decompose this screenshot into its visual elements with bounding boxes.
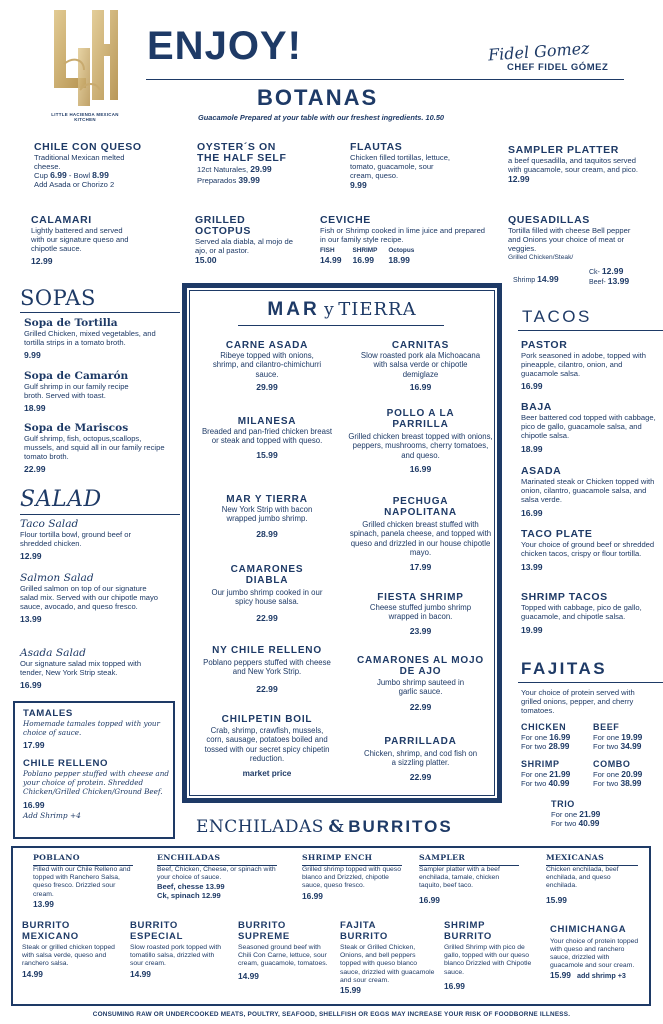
title-enchiladas: ENCHILADAS (196, 817, 324, 837)
mar-tierra-rule (238, 325, 444, 326)
sampler-rule (419, 865, 519, 866)
item-title: ASADA (521, 465, 562, 477)
botana-oysters (197, 142, 307, 185)
beef-price: 13.99 (607, 276, 630, 286)
item-desc: Chicken filled tortillas, lettuce, tomato, guacamole, sour cream, queso. (350, 153, 451, 180)
logo-lettering: LITTLE HACIENDA MEXICAN KITCHEN (51, 112, 119, 122)
item-title: BURRITO (130, 920, 179, 931)
ench-poblano (33, 853, 143, 909)
item-price: 12.99 (508, 174, 530, 184)
mt-pollo-parrilla (348, 408, 493, 475)
sopas-rule (20, 312, 180, 313)
mt-pechuga-napolitana (348, 496, 493, 573)
item-desc: Poblano peppers stuffed with cheese and New York Strip. (203, 658, 331, 677)
for-one-label: For one (593, 770, 620, 779)
option-price: 14.99 (320, 255, 342, 265)
item-desc: Grilled Chicken, mixed vegetables, and tortilla strips in a tomato broth. (24, 329, 156, 347)
burrito-supreme (238, 921, 338, 981)
item-title: GRILLED (195, 214, 246, 226)
item-price: 15.00 (195, 255, 217, 265)
item-title: Taco Salad (20, 518, 79, 530)
item-desc: Your choice of protein topped with queso and ranchero sauce, drizzled with guacamole and sour cream. (550, 937, 639, 970)
taco-pastor (521, 340, 656, 392)
item-price: 16.99 (409, 382, 432, 393)
fajita-shrimp (521, 759, 591, 788)
for-two-price: 38.99 (620, 778, 642, 788)
item-title: ENCHILADAS (157, 853, 221, 862)
beef-label: Beef- (589, 279, 606, 286)
item-price: market price (242, 768, 292, 778)
item-title-2: BURRITO (444, 930, 493, 942)
for-one-price: 19.99 (621, 732, 643, 742)
ench-mexicanas (546, 853, 646, 905)
taco-shrimp (521, 592, 656, 636)
item-price: 16.99 (23, 800, 45, 810)
item-title: CHILPETIN BOIL (221, 714, 313, 725)
item-desc: Filled with our Chile Relleno and topped with Ranchero Salsa, queso fresco. Drizzled sour cream. (33, 866, 131, 898)
taco-plate (521, 529, 656, 573)
cup-label: Cup (34, 171, 48, 180)
botanas-subtitle-price: 10.50 (425, 113, 445, 122)
item-desc: Chicken enchilada, beef enchilada, and queso enchilada. (546, 866, 619, 890)
item-desc-2: Grilled Chicken/Steak/ (508, 254, 574, 261)
item-title: BURRITO (238, 920, 287, 931)
for-two-price: 34.99 (620, 741, 642, 751)
item-price-line-2 (197, 176, 307, 185)
item-price: 22.99 (256, 683, 278, 694)
logo (44, 8, 124, 130)
title-amp: & (328, 817, 344, 837)
item-price: 22.99 (24, 464, 46, 474)
item-desc: Grilled shrimp topped with queso blanco and Drizzled, chipotle sauce, queso fresco. (302, 866, 401, 890)
item-title: TAMALES (23, 708, 73, 719)
item-desc: Beef, Chicken, Cheese, or spinach with your choice of sauce. (157, 866, 276, 882)
for-two-label: For two (521, 742, 547, 751)
item-desc: Tortilla filled with cheese Bell pepper and Onions your choice of meat or veggies. (508, 226, 631, 253)
item-title: OYSTER´S ON (197, 141, 276, 153)
fajita-chicken (521, 722, 591, 751)
item-title: QUESADILLAS (508, 214, 590, 226)
item-title: NY CHILE RELLENO (212, 645, 322, 656)
shrimp-label: Shrimp (513, 277, 536, 284)
ceviche-options (320, 247, 490, 266)
ck-spinach-price: Ck, spinach 12.99 (157, 891, 221, 901)
botanas-subtitle-text: Guacamole Prepared at your table with our freshest ingredients. (198, 113, 424, 122)
item-title: BAJA (521, 401, 552, 413)
tamales-item (23, 708, 173, 751)
title-burritos: BURRITOS (348, 817, 453, 836)
item-price: 16.99 (521, 381, 543, 391)
tacos-title: TACOS (522, 307, 592, 326)
item-price: 14.99 (238, 970, 259, 981)
quesadilla-beef (589, 276, 629, 288)
ceviche-fish (320, 247, 342, 266)
salad-title: SALAD (20, 487, 102, 512)
item-desc: Topped with cabbage, pico de gallo, guacamole, and chipotle salsa. (521, 603, 642, 621)
item-desc: Ribeye topped with onions, shrimp, and cilantro-chimichurri sauce. (212, 351, 322, 379)
item-title: SHRIMP (521, 759, 560, 769)
item-title: COMBO (593, 759, 631, 769)
fajita-beef (593, 722, 663, 751)
item-price: 22.99 (409, 701, 432, 712)
chile-relleno-item (23, 758, 173, 821)
item-title: PASTOR (521, 339, 568, 351)
mexicanas-rule (546, 865, 638, 866)
item-title-2: SUPREME (238, 930, 290, 942)
item-title-2: BURRITO (340, 930, 389, 942)
title-y: y (324, 300, 334, 320)
item-title: POBLANO (33, 853, 80, 862)
item-title-2: THE HALF SELF (197, 152, 287, 164)
item-desc: Marinated steak or Chicken topped with onion, cilantro, guacamole salsa, and salsa verde. (521, 477, 655, 504)
botana-quesadillas (508, 215, 648, 262)
item-title: CAMARONES AL MOJO DE AJO (357, 655, 484, 677)
item-title: SHRIMP TACOS (521, 591, 608, 603)
item-price: 16.99 (302, 890, 323, 901)
item-title-2: OCTOPUS (195, 225, 251, 237)
for-two-price: 28.99 (548, 741, 570, 751)
item-price-line (34, 171, 174, 180)
foodborne-disclaimer: CONSUMING RAW OR UNDERCOOKED MEATS, POULTRY, SEAFOOD, SHELLFISH OR EGGS MAY INCREASE YOUR RISK OF FOODBORNE ILLNESS. (92, 1011, 571, 1018)
item-price: 18.99 (521, 444, 543, 454)
header-rule (146, 79, 624, 80)
item-title: FLAUTAS (350, 141, 403, 153)
item-desc: Our signature salad mix topped with tender, New York Strip steak. (20, 659, 142, 677)
item-desc: Seasoned ground beef with Chili Con Carne, lettuce, sour cream, guacamole, tomatoes. (238, 944, 328, 968)
item-desc: Steak or Grilled Chicken, Onions, and bell peppers topped with queso blanco sauce, drizzled with guacamole and sour cream. (340, 944, 435, 984)
for-one-price: 20.99 (621, 769, 643, 779)
poblano-rule (33, 865, 133, 866)
mt-mar-y-tierra (197, 494, 337, 540)
for-two-label: For two (551, 819, 577, 828)
logo-mark-icon (44, 8, 124, 112)
item-title: CEVICHE (320, 214, 371, 226)
item-title: SHRIMP ENCH (302, 853, 373, 862)
enchiladas-rule (157, 865, 277, 866)
mt-camarones-mojo (348, 655, 493, 713)
item-price: 16.99 (409, 464, 432, 475)
item-price: 13.99 (20, 614, 42, 624)
mt-carne-asada (197, 340, 337, 393)
sopa-camaron (24, 370, 174, 414)
botana-chile-con-queso (34, 142, 174, 189)
burrito-especial (130, 921, 230, 979)
ench-enchiladas (157, 853, 282, 900)
quesadilla-shrimp (513, 274, 559, 286)
mar-tierra-title (182, 298, 502, 323)
ck-label: Ck- (589, 269, 600, 276)
item-price: 13.99 (33, 898, 54, 909)
ench-sampler (419, 853, 529, 905)
item-price: 9.99 (350, 180, 367, 190)
for-two-label: For two (593, 779, 619, 788)
item-title: MAR Y TIERRA (226, 494, 308, 505)
for-two (551, 819, 631, 828)
item-price: 19.99 (521, 625, 543, 635)
mt-parrillada (348, 736, 493, 783)
item-desc: Poblano pepper stuffed with cheese and your choice of protein. Shredded Chicken/Grilled Chicken/Ground Beef. (23, 769, 169, 796)
item-desc: Gulf shrimp, fish, octopus,scallops, mussels, and squid all in our family recipe tomato broth. (24, 434, 165, 461)
item-desc: Grilled chicken breast stuffed with spinach, panela cheese, and topped with queso and drizzled in our house chipotle mayo. (349, 520, 492, 558)
option-label: Octopus (388, 247, 415, 254)
item-price: 18.99 (24, 403, 46, 413)
preparados-label: Preparados (197, 176, 237, 185)
item-desc: New York Strip with bacon wrapped jumbo shrimp. (221, 505, 313, 524)
fajita-combo (593, 759, 663, 788)
enchiladas-burritos-title (196, 815, 453, 840)
item-price: 29.99 (256, 382, 278, 393)
preparados-price: 39.99 (238, 175, 260, 185)
item-title: Sopa de Mariscos (24, 422, 129, 434)
item-price: 12.99 (20, 551, 42, 561)
item-title: PECHUGA NAPOLITANA (384, 496, 457, 518)
fajitas-desc: Your choice of protein served with grilled onions, pepper, and cherry tomatoes. (521, 688, 635, 715)
item-desc: Beer battered cod topped with cabbage, pico de gallo, guacamole salsa, and chipotle salsa. (521, 413, 656, 440)
mt-chilpetin-boil (197, 714, 337, 780)
item-price: 22.99 (409, 771, 432, 782)
item-price: 14.99 (22, 968, 43, 979)
item-title: TRIO (551, 799, 575, 809)
mt-milanesa (197, 416, 337, 461)
taco-baja (521, 402, 656, 455)
item-price: 23.99 (409, 625, 432, 636)
sopa-tortilla (24, 317, 174, 361)
tacos-rule (518, 330, 663, 331)
for-two (593, 779, 663, 788)
item-desc: Pork seasoned in adobe, topped with pineapple, cilantro, onion, and guacamole salsa. (521, 351, 646, 378)
option-label: FISH (320, 247, 335, 254)
mt-ny-chile-relleno (197, 645, 337, 695)
salad-salmon (20, 572, 170, 625)
item-title: MEXICANAS (546, 853, 605, 862)
chimichanga (550, 925, 648, 980)
item-desc: Homemade tamales topped with your choice of sauce. (23, 719, 160, 737)
item-desc: Crab, shrimp, crawfish, mussels, corn, sausage, potatoes boiled and tossed with our secret spicy chipetin reduction. (204, 726, 330, 764)
item-price: 16.99 (419, 894, 440, 905)
item-desc: Gulf shrimp in our family recipe broth. Served with toast. (24, 382, 129, 400)
item-title: Sopa de Tortilla (24, 317, 118, 329)
item-title: TACO PLATE (521, 528, 593, 540)
bowl-price: 8.99 (92, 170, 109, 180)
for-one-price: 21.99 (579, 809, 601, 819)
item-title: CARNITAS (391, 340, 450, 351)
botana-sampler-platter (508, 145, 643, 185)
item-desc: Slow roasted pork ala Michoacana with salsa verde or chipotle demiglaze (360, 351, 481, 379)
item-title: CALAMARI (31, 214, 92, 226)
item-title: SAMPLER PLATTER (508, 144, 619, 156)
item-price: 15.99 (256, 449, 278, 460)
item-price: 16.99 (20, 680, 42, 690)
botana-flautas (350, 142, 460, 191)
item-price: 15.99 (550, 970, 571, 981)
for-two-price: 40.99 (548, 778, 570, 788)
naturales-price: 29.99 (250, 164, 272, 174)
item-price: 14.99 (130, 968, 151, 979)
ceviche-octopus (388, 247, 414, 266)
fajitas-rule (518, 682, 663, 683)
item-title: Asada Salad (20, 647, 86, 659)
item-desc: Steak or grilled chicken topped with salsa verde, queso and ranchero salsa. (22, 944, 115, 968)
item-title: CHICKEN (521, 722, 567, 732)
item-title-2: ESPECIAL (130, 930, 184, 942)
botana-grilled-octopus (195, 215, 305, 266)
tamales-box (13, 701, 175, 839)
salad-rule (20, 514, 180, 515)
item-title: SHRIMP (444, 920, 486, 931)
burrito-mexicano (22, 921, 122, 979)
option-label: SHRIMP (352, 247, 378, 254)
item-title-2: MEXICANO (22, 930, 79, 942)
item-desc: Grilled chicken breast topped with onions, peppers, mushrooms, cherry tomatoes, and queso. (348, 432, 493, 460)
item-title: Sopa de Camarón (24, 370, 129, 382)
item-title: FIESTA SHRIMP (377, 592, 464, 603)
for-one-label: For one (551, 810, 578, 819)
item-price: 13.99 (521, 562, 543, 572)
bowl-label: - Bowl (66, 171, 91, 180)
shrimp-price: 14.99 (537, 274, 559, 284)
item-price: 16.99 (521, 508, 543, 518)
item-desc: a beef quesadilla, and taquitos served with guacamole, sour cream, and pico. (508, 156, 639, 174)
item-price: 12.99 (31, 256, 53, 266)
item-title: PARRILLADA (384, 736, 457, 747)
botanas-subtitle (198, 113, 444, 122)
add-shrimp: Add Shrimp +4 (23, 811, 81, 820)
cup-price: 6.99 (50, 170, 67, 180)
item-price: 22.99 (256, 612, 278, 623)
item-price: 16.99 (444, 980, 465, 991)
item-title: CHILE CON QUESO (34, 141, 142, 153)
item-title: BEEF (593, 722, 620, 732)
item-price: 28.99 (256, 528, 278, 539)
item-desc: Grilled salmon on top of our signature salad mix. Served with our chipotle mayo sauce, avocado, and queso fresco. (20, 584, 159, 611)
item-title: CAMARONES DIABLA (230, 564, 304, 586)
item-title: MILANESA (237, 416, 297, 427)
add-on: Add Asada or Chorizo 2 (34, 180, 115, 189)
item-desc: Flour tortilla bowl, ground beef or shredded chicken. (20, 530, 132, 548)
item-title: Salmon Salad (20, 572, 94, 584)
item-title: CHILE RELLENO (23, 758, 109, 769)
title-mar: MAR (267, 299, 320, 320)
for-two (521, 742, 591, 751)
fajitas-title: FAJITAS (521, 659, 608, 678)
chef-name: CHEF FIDEL GÓMEZ (507, 62, 609, 73)
botanas-title: BOTANAS (257, 85, 379, 110)
item-desc: Our jumbo shrimp cooked in our spicy house salsa. (211, 588, 323, 607)
chimichanga-price-row (550, 970, 648, 980)
item-title: POLLO A LA PARRILLA (386, 408, 455, 430)
for-one-label: For one (521, 733, 548, 742)
chef-signature: Fidel Gomez (487, 38, 591, 65)
fajita-trio (551, 799, 631, 828)
botana-ceviche (320, 215, 490, 266)
item-desc: Your choice of ground beef or shredded chicken tacos, crispy or flour tortilla. (521, 540, 655, 558)
item-title: CARNE ASADA (225, 340, 309, 351)
mt-camarones-diabla (197, 564, 337, 624)
item-price: 9.99 (24, 350, 41, 360)
option-price: 18.99 (388, 255, 410, 265)
sopas-title: SOPAS (20, 286, 96, 310)
naturales-label: 12ct Naturales, (197, 165, 249, 174)
for-one-label: For one (593, 733, 620, 742)
item-price: 15.99 (546, 894, 567, 905)
item-title: BURRITO (22, 920, 71, 931)
item-desc: Served ala diabla, al mojo de ajo, or al pastor. (195, 237, 293, 255)
option-price: 16.99 (352, 255, 375, 265)
burrito-fajita (340, 921, 440, 995)
ench-shrimp (302, 853, 407, 901)
mt-fiesta-shrimp (348, 592, 493, 637)
salad-taco (20, 518, 170, 562)
taco-asada (521, 466, 656, 519)
for-two (521, 779, 591, 788)
sopa-mariscos (24, 422, 174, 475)
item-title: FAJITA (340, 920, 377, 931)
item-desc: Cheese stuffed jumbo shrimp wrapped in bacon. (369, 603, 472, 622)
item-price: 17.99 (409, 561, 432, 572)
shrimp-ench-rule (302, 865, 402, 866)
item-desc: Jumbo shrimp sauteed in garlic sauce. (376, 678, 465, 697)
item-price: 17.99 (23, 740, 45, 750)
beef-cheese-price: Beef, chesse 13.99 (157, 882, 225, 892)
for-two-price: 40.99 (578, 818, 600, 828)
item-price: 15.99 (340, 985, 361, 996)
item-desc: Grilled Shrimp with pico de gallo, topped with our queso blanco Drizzled with Chipotle sauce. (444, 944, 532, 976)
enjoy-title: ENJOY! (147, 24, 302, 68)
for-two-label: For two (521, 779, 547, 788)
item-desc: Fish or Shrimp cooked in lime juice and prepared in our family style recipe. (320, 226, 486, 244)
ceviche-shrimp (353, 247, 378, 266)
botana-calamari (31, 215, 171, 267)
item-desc: Traditional Mexican melted cheese. (34, 153, 125, 171)
item-desc: Lightly battered and served with our signature queso and chipotle sauce. (31, 226, 129, 253)
for-one-label: For one (521, 770, 548, 779)
item-title: CHIMICHANGA (550, 924, 627, 935)
mt-carnitas (348, 340, 493, 393)
item-price-line (197, 165, 307, 174)
item-desc: Breaded and pan-fried chicken breast or steak and topped with queso. (201, 427, 333, 446)
for-two (593, 742, 663, 751)
title-tierra: TIERRA (338, 299, 417, 320)
for-one-price: 16.99 (549, 732, 571, 742)
item-desc: Chicken, shrimp, and cod fish on a sizzling platter. (363, 749, 478, 768)
item-desc: Slow roasted pork topped with tomatillo salsa, drizzled with sour cream. (130, 944, 222, 968)
ck-price: 12.99 (601, 266, 624, 276)
burrito-shrimp (444, 921, 544, 991)
item-title: SAMPLER (419, 853, 466, 862)
salad-asada (20, 647, 170, 691)
for-two-label: For two (593, 742, 619, 751)
item-desc: Sampler platter with a beef enchilada, tamale, chicken taquito, beef taco. (419, 866, 500, 890)
for-one-price: 21.99 (549, 769, 571, 779)
add-shrimp: add shrimp +3 (576, 971, 626, 981)
